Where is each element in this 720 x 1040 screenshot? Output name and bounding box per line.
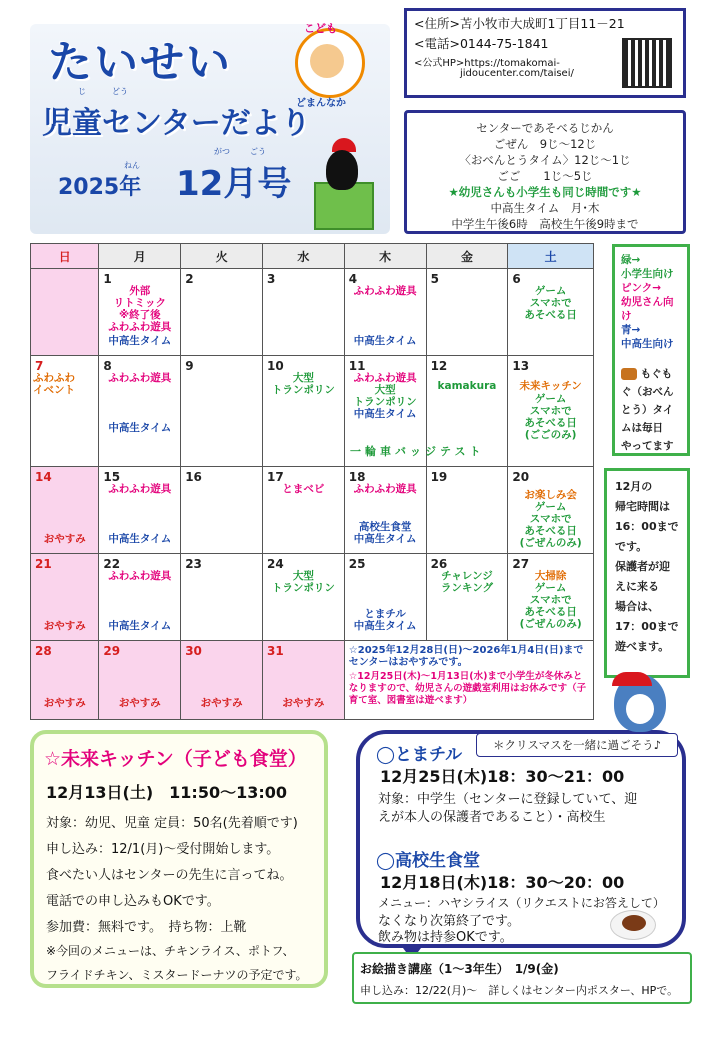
event: おやすみ: [43, 697, 86, 709]
day-cell: [31, 467, 99, 554]
home-time-note: [604, 468, 690, 678]
event: 未来キッチン: [519, 380, 582, 392]
legend-blue: 青→: [621, 324, 641, 336]
day-cell: [262, 554, 344, 641]
day-number: 11: [348, 359, 366, 373]
hours-lunch: 〈おべんとうタイム〉12じ～1じ: [459, 153, 631, 167]
day-number: 10: [266, 359, 284, 373]
legend-pink-label: 幼児さん向け: [621, 296, 674, 322]
day-cell: [344, 554, 426, 641]
event: とまベビ: [282, 483, 325, 495]
mogu-line: とう）タイ: [621, 404, 674, 416]
day-number: 20: [512, 470, 530, 484]
event: 中高生タイム: [108, 533, 172, 545]
hours-afternoon: ごご 1じ～5じ: [497, 169, 593, 183]
event: チャレンジ: [441, 570, 493, 582]
day-cell: [99, 356, 181, 467]
kitchen-line: 食べたい人はセンターの先生に言ってね。: [46, 868, 293, 883]
event: ふわふわ遊具: [353, 285, 417, 297]
event: スマホで: [529, 297, 572, 309]
event: (ごごのみ): [524, 429, 577, 441]
day-cell: [181, 467, 263, 554]
event: ゲーム: [534, 285, 567, 297]
event: 大型: [292, 570, 314, 582]
day-number: 25: [348, 557, 366, 571]
home-line: 16：00まで: [615, 520, 679, 533]
day-cell: [31, 641, 99, 720]
day-cell: [262, 641, 344, 720]
ruby: ねん: [124, 161, 140, 170]
logo-text: こども: [304, 22, 337, 35]
day-number: 3: [266, 272, 276, 286]
day-number: 19: [430, 470, 448, 484]
weekday-header: [31, 244, 594, 269]
event: あそべる日: [524, 525, 577, 537]
event: おやすみ: [118, 697, 161, 709]
tomachiru-target: えが本人の保護者であること）・高校生: [378, 810, 606, 825]
home-line: えに来る: [615, 580, 659, 593]
day-number: 5: [430, 272, 439, 286]
weekday-sun: 日: [31, 244, 99, 269]
event: ゲーム: [534, 501, 567, 513]
event: ふわふわ遊具: [353, 372, 417, 384]
day-cell: [262, 467, 344, 554]
day-cell: [181, 356, 263, 467]
weekday-mon: 月: [99, 244, 181, 269]
event: とまチル: [364, 608, 406, 620]
legend-pink: ピンク→: [621, 282, 662, 294]
day-cell: [508, 554, 594, 641]
issue-month: 12月号: [176, 164, 292, 204]
event: ゲーム: [534, 393, 567, 405]
drawing-class-detail: 申し込み：12/22(月)～ 詳しくはセンター内ポスター、HPで。: [360, 984, 679, 997]
weekday-tue: 火: [181, 244, 263, 269]
event: 中高生タイム: [353, 335, 417, 347]
event: 中高生タイム: [353, 533, 417, 545]
event: 中高生タイム: [108, 422, 172, 434]
day-number: 6: [512, 272, 521, 286]
event: 高校生食堂: [358, 521, 412, 533]
tomachiru-date: 12月25日(木)18：30～21：00: [380, 767, 625, 786]
weekday-wed: 水: [262, 244, 344, 269]
day-cell: [426, 269, 508, 356]
bike-test-banner: 一輪車バッジテスト: [350, 445, 485, 458]
home-line: 12月の: [615, 480, 653, 493]
mogu-line: ムは毎日: [621, 422, 663, 434]
day-cell: [31, 269, 99, 356]
day-number: 18: [348, 470, 366, 484]
home-line: 保護者が迎: [615, 560, 670, 573]
mogu-line: もぐも: [640, 368, 673, 380]
event: おやすみ: [282, 697, 325, 709]
event: トランポリン: [271, 582, 335, 594]
legend-green-label: 小学生向け: [621, 268, 674, 280]
day-cell: [181, 554, 263, 641]
bento-icon: [621, 368, 637, 380]
santa-hat-icon: [612, 672, 652, 686]
event: 大掃除: [534, 570, 567, 582]
day-cell: [262, 269, 344, 356]
mogu-line: やってます: [621, 440, 674, 452]
event: スマホで: [529, 513, 572, 525]
day-number: 28: [35, 644, 52, 658]
winter-notice: ☆12月25日(木)～1月13日(水)まで小学生が冬休みとなりますので、幼児さんの遊戯室利用はお休みです（子育て室、図書室は遊べます）: [348, 671, 587, 706]
event: ふわふわ: [33, 372, 75, 384]
phone: <電話>0144-75-1841: [414, 36, 549, 51]
logo-face-icon: [310, 44, 344, 78]
day-cell: [99, 269, 181, 356]
event: スマホで: [529, 594, 572, 606]
kitchen-fee: 参加費：無料です。 持ち物：上靴: [46, 920, 247, 935]
event: おやすみ: [43, 620, 86, 632]
day-cell: [31, 554, 99, 641]
legend-blue-label: 中高生向け: [621, 338, 674, 350]
event: ふわふわ遊具: [108, 321, 172, 333]
homepage-url[interactable]: jidoucenter.com/taisei/: [460, 68, 574, 79]
kitchen-line: 電話での申し込みもOKです。: [46, 894, 220, 909]
event: スマホで: [529, 405, 572, 417]
day-number: 13: [512, 359, 530, 373]
day-number: 17: [266, 470, 284, 484]
hours-heading: センターであそべるじかん: [476, 121, 614, 135]
day-cell: [181, 641, 263, 720]
legend-green: 緑→: [621, 254, 641, 266]
highschool-title: ◯高校生食堂: [376, 851, 481, 871]
drawing-class-title: お絵描き講座（1～3年生） 1/9(金): [360, 962, 559, 976]
event: 中高生タイム: [108, 620, 172, 632]
weekday-fri: 金: [426, 244, 508, 269]
event: ふわふわ遊具: [353, 483, 417, 495]
event: 中高生タイム: [108, 335, 172, 347]
day-number: 9: [185, 359, 194, 373]
day-number: 8: [103, 359, 112, 373]
day-number: 2: [185, 272, 194, 286]
event: トランポリン: [271, 384, 335, 396]
event: kamakura: [437, 380, 497, 392]
event: ふわふわ遊具: [108, 483, 172, 495]
day-cell: [426, 554, 508, 641]
christmas-note: ＊クリスマスを一緒に過ごそう♪: [476, 733, 678, 757]
day-cell: [31, 356, 99, 467]
event: ふわふわ遊具: [108, 570, 172, 582]
day-number: 21: [35, 557, 52, 571]
event: 大型: [292, 372, 314, 384]
event: (ごぜんのみ): [519, 537, 582, 549]
highschool-line: なくなり次第終了です。: [378, 914, 520, 929]
highschool-date: 12月18日(木)18：30～20：00: [380, 873, 625, 892]
event: おやすみ: [200, 697, 243, 709]
tomachiru-title: ◯とまチル: [376, 745, 463, 765]
event: ふわふわ遊具: [108, 372, 172, 384]
day-number: 24: [266, 557, 284, 571]
event: 中高生タイム: [353, 620, 417, 632]
event: ゲーム: [534, 582, 567, 594]
day-number: 23: [185, 557, 202, 571]
event: おやすみ: [43, 533, 86, 545]
day-number: 7: [35, 359, 44, 373]
event: トランポリン: [353, 396, 417, 408]
logo-text: どまんなか: [296, 98, 346, 109]
day-cell: [99, 467, 181, 554]
highschool-menu: メニュー：ハヤシライス（リクエストにお答えして）: [378, 896, 665, 910]
weekday-thu: 木: [344, 244, 426, 269]
event: ランキング: [440, 582, 494, 594]
kitchen-title: ☆未来キッチン（子ども食堂）: [44, 748, 307, 770]
hours-morning: ごぜん 9じ～12じ: [493, 137, 597, 151]
event: あそべる日: [524, 606, 577, 618]
day-cell: [344, 467, 426, 554]
highschool-line: 飲み物は持参OKです。: [378, 930, 513, 945]
day-cell: [99, 554, 181, 641]
home-line: 17：00まで: [615, 620, 679, 633]
kitchen-apply: 申し込み：12/1(月)～受付開始します。: [46, 842, 280, 857]
ruby: じ: [78, 87, 86, 96]
day-cell: [99, 641, 181, 720]
kitchen-date: 12月13日(土) 11:50～13:00: [46, 783, 288, 802]
day-number: 22: [103, 557, 121, 571]
event: 中高生タイム: [353, 408, 417, 420]
kitchen-target: 対象：幼児、児童 定員：50名(先着順です): [46, 816, 298, 831]
qr-code-icon[interactable]: [622, 38, 672, 88]
day-number: 29: [103, 644, 121, 658]
day-cell: [344, 269, 426, 356]
day-cell: [181, 269, 263, 356]
home-line: 遊べます。: [615, 640, 670, 653]
hours-teen-times: 中学生午後6時 高校生午後9時まで: [451, 217, 639, 231]
event: リトミック: [113, 297, 166, 309]
home-line: です。: [615, 540, 648, 553]
day-number: 16: [185, 470, 202, 484]
event: ※終了後: [118, 309, 161, 321]
newsletter-subtitle: 児童センターだより: [42, 106, 311, 141]
event: あそべる日: [524, 417, 577, 429]
hours-teen: 中高生タイム 月･木: [490, 201, 600, 215]
event: あそべる日: [524, 309, 577, 321]
event: お楽しみ会: [524, 489, 577, 501]
closure-notice: ☆2025年12月28日(日)～2026年1月4日(日)までセンターはおやすみです。: [348, 645, 584, 668]
event: (ごぜんのみ): [519, 618, 582, 630]
hours-note: ★幼児さんも小学生も同じ時間です★: [448, 185, 642, 199]
notice-cell: [344, 641, 593, 720]
address: <住所>苫小牧市大成町1丁目11－21: [414, 16, 625, 31]
day-number: 27: [512, 557, 530, 571]
curry-icon: [622, 915, 646, 931]
kitchen-menu: フライドチキン、ミスタードーナツの予定です。: [46, 968, 308, 982]
homepage-label[interactable]: <公式HP>https://tomakomai-: [414, 58, 560, 69]
weekday-sat: 土: [508, 244, 594, 269]
day-number: 31: [266, 644, 284, 658]
tomachiru-target: 対象：中学生（センターに登録していて、迎: [378, 792, 638, 807]
day-number: 14: [35, 470, 52, 484]
day-number: 12: [430, 359, 448, 373]
day-cell: [262, 356, 344, 467]
issue-year: 2025年: [58, 175, 142, 200]
day-number: 30: [185, 644, 202, 658]
mascot-icon: [326, 150, 358, 190]
home-line: 帰宅時間は: [615, 500, 670, 513]
legend-note: [612, 244, 690, 456]
day-number: 26: [430, 557, 448, 571]
day-number: 15: [103, 470, 121, 484]
mogu-line: ぐ（おべん: [621, 386, 674, 398]
event: イベント: [33, 384, 75, 396]
ruby: どう: [112, 87, 128, 96]
day-cell: [426, 467, 508, 554]
day-number: 4: [348, 272, 358, 286]
ruby: がつ: [214, 147, 230, 156]
event: 外部: [129, 285, 151, 297]
home-line: 場合は、: [615, 600, 659, 613]
ruby: ごう: [250, 147, 266, 156]
kitchen-menu: ※今回のメニューは、チキンライス、ポトフ、: [46, 944, 295, 958]
day-number: 1: [103, 272, 112, 286]
calendar: [30, 243, 594, 720]
day-cell: [508, 269, 594, 356]
event: 大型: [374, 384, 396, 396]
newsletter-title: たいせい: [48, 37, 232, 88]
penguin-belly: [626, 694, 654, 724]
day-cell: [508, 467, 594, 554]
